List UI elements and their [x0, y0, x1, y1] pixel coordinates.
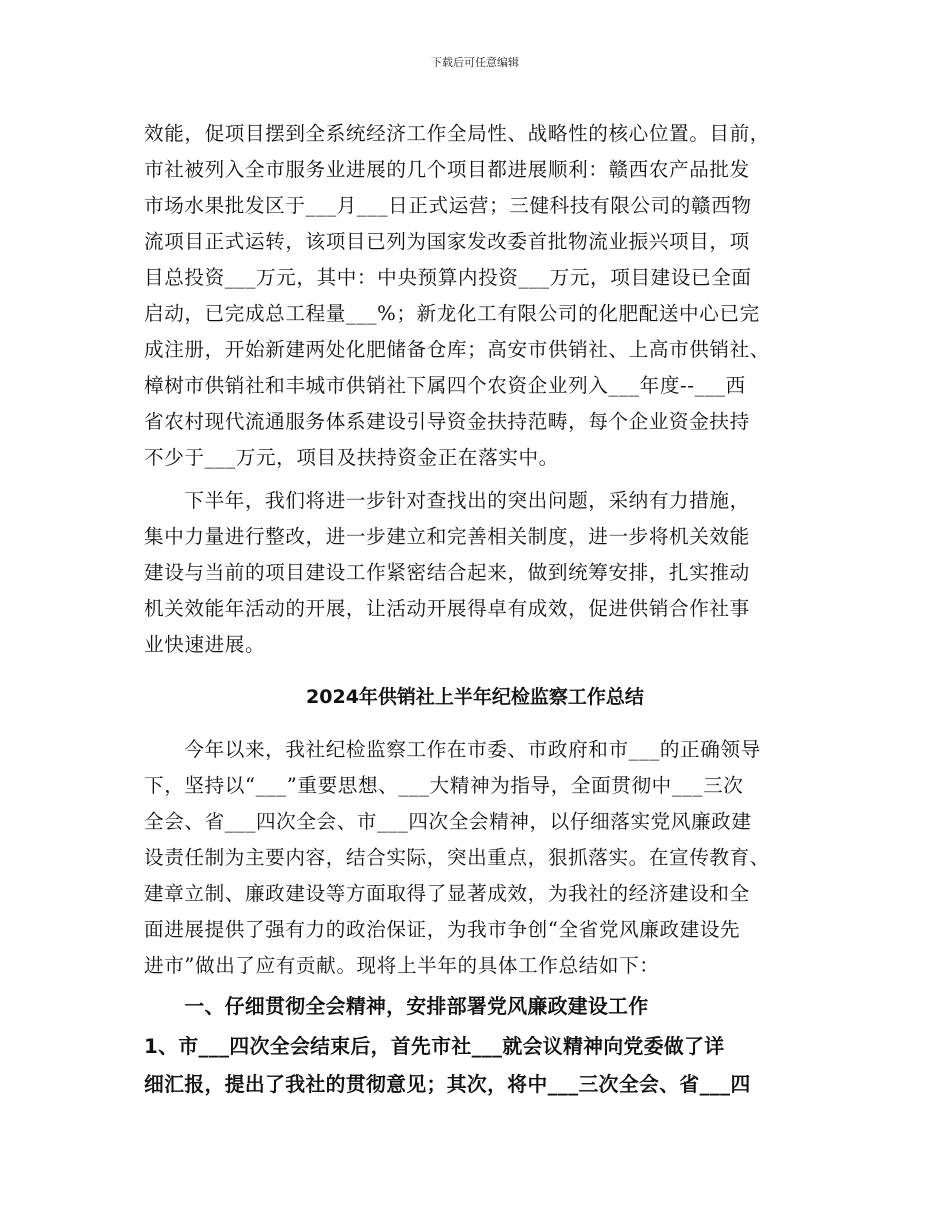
- body-line: 成注册，开始新建两处化肥储备仓库；高安市供销社、上高市供销社、: [144, 338, 771, 361]
- body-line: 不少于___万元，项目及扶持资金正在落实中。: [144, 446, 559, 469]
- body-line: 下，坚持以“___”重要思想、___大精神为指导，全面贯彻中___三次: [144, 774, 744, 797]
- body-line: 省农村现代流通服务体系建设引导资金扶持范畴，每个企业资金扶持: [144, 410, 750, 433]
- body-line: 市场水果批发区于___月___日正式运营；三健科技有限公司的赣西物: [144, 194, 752, 217]
- body-line: 市社被列入全市服务业进展的几个项目都进展顺利：赣西农产品批发: [144, 158, 750, 181]
- bold-body-line: 细汇报，提出了我社的贯彻意见；其次，将中___三次全会、省___四: [144, 1073, 751, 1096]
- body-line: 建设与当前的项目建设工作紧密结合起来，做到统筹安排，扎实推动: [144, 561, 750, 584]
- body-line: 业快速进展。: [144, 633, 266, 656]
- body-line: 下半年，我们将进一步针对查找出的突出问题，采纳有力措施，: [144, 489, 750, 512]
- body-line: 流项目正式运转，该项目已列为国家发改委首批物流业振兴项目，项: [144, 230, 750, 253]
- body-line: 建章立制、廉政建设等方面取得了显著成效，为我社的经济建设和全: [144, 882, 750, 905]
- body-line: 设责任制为主要内容，结合实际，突出重点，狠抓落实。在宣传教育、: [144, 846, 771, 869]
- body-line: 樟树市供销社和丰城市供销社下属四个农资企业列入___年度--___西: [144, 374, 746, 397]
- section-title: 2024年供销社上半年纪检监察工作总结: [306, 686, 644, 708]
- body-line: 今年以来，我社纪检监察工作在市委、市政府和市___的正确领导: [144, 738, 761, 761]
- section-heading: 一、仔细贯彻全会精神，安排部署党风廉政建设工作: [144, 995, 649, 1018]
- body-line: 进市”做出了应有贡献。现将上半年的具体工作总结如下：: [144, 954, 660, 977]
- body-line: 启动，已完成总工程量___%；新龙化工有限公司的化肥配送中心已完: [144, 302, 760, 325]
- page-header: 下载后可任意编辑: [431, 56, 519, 69]
- body-line: 面进展提供了强有力的政治保证，为我市争创“全省党风廉政建设先: [144, 918, 741, 941]
- body-line: 效能，促项目摆到全系统经济工作全局性、战略性的核心位置。目前，: [144, 122, 771, 145]
- body-line: 集中力量进行整改，进一步建立和完善相关制度，进一步将机关效能: [144, 525, 750, 548]
- body-line: 目总投资___万元，其中：中央预算内投资___万元，项目建设已全面: [144, 266, 752, 289]
- bold-body-line: 1、市___四次全会结束后，首先市社___就会议精神向党委做了详: [144, 1035, 725, 1058]
- body-line: 机关效能年活动的开展，让活动开展得卓有成效，促进供销合作社事: [144, 597, 750, 620]
- body-line: 全会、省___四次全会、市___四次全会精神，以仔细落实党风廉政建: [144, 810, 752, 833]
